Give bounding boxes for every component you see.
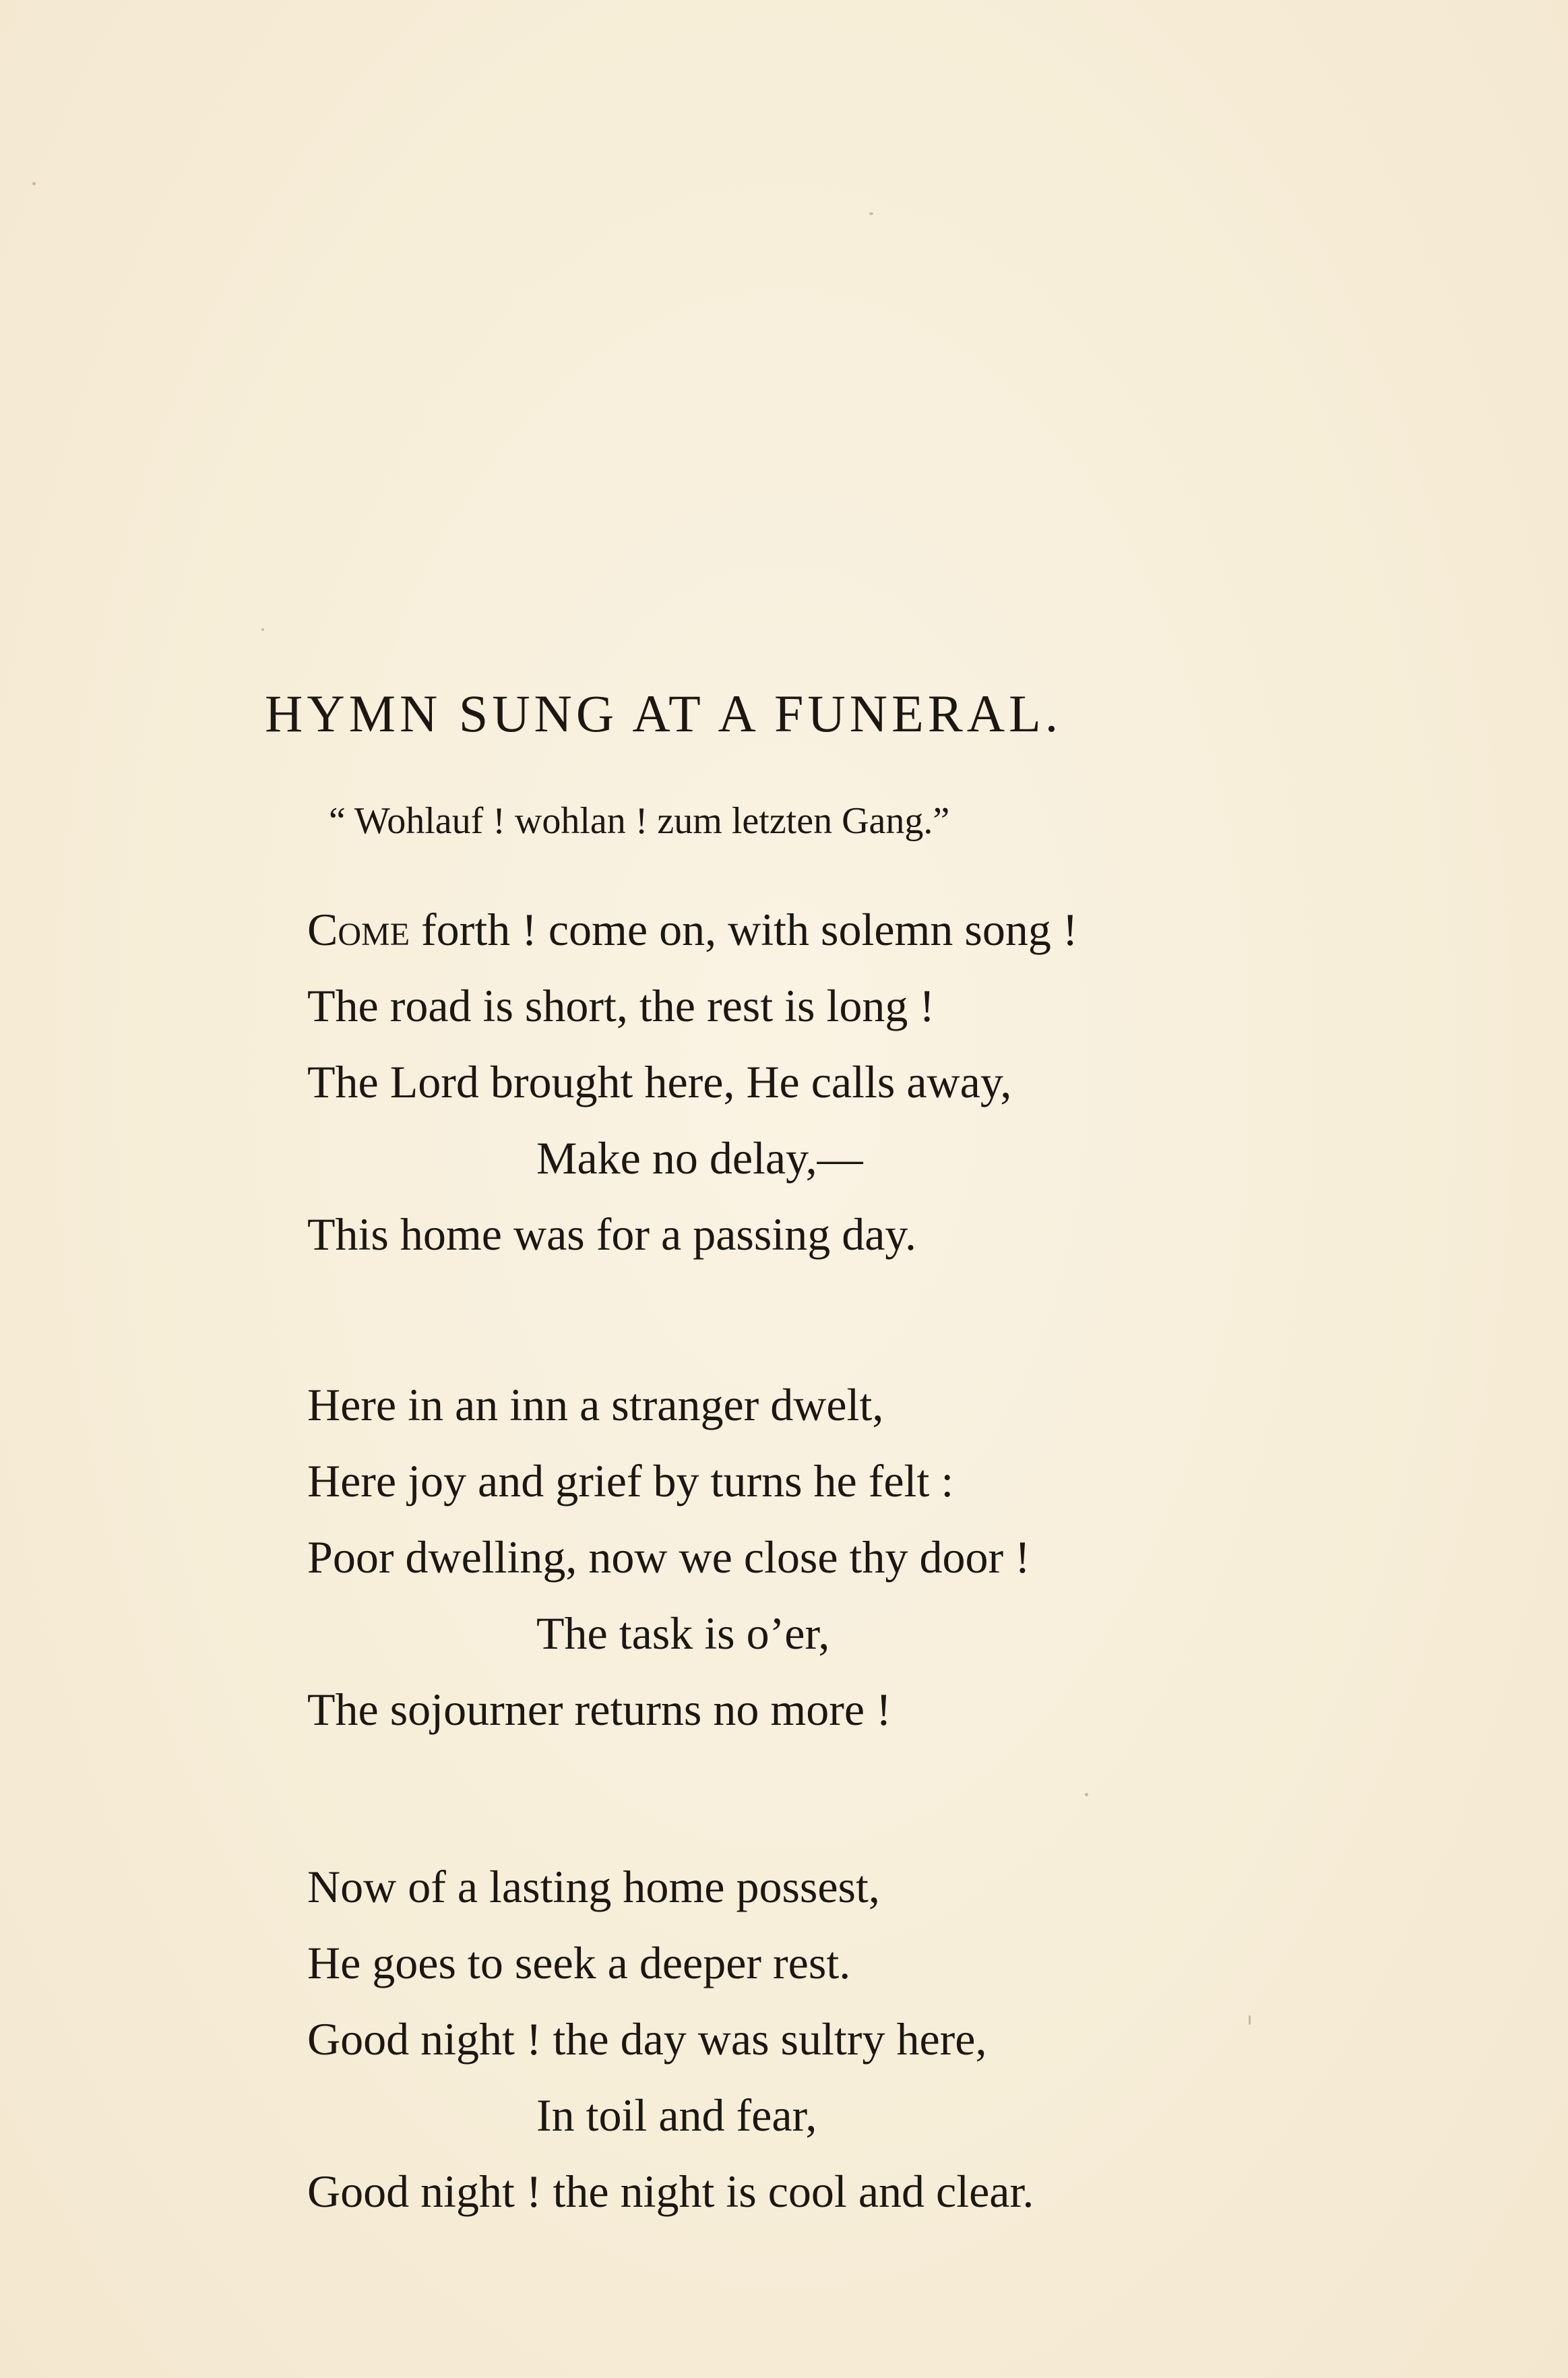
stanza-2 bbox=[307, 1379, 1030, 1763]
paper-speck bbox=[261, 628, 264, 631]
verse-line: Good night ! the day was sultry here, bbox=[307, 2013, 987, 2065]
small-caps-opening-word: Come bbox=[307, 904, 410, 955]
verse-line-indented: In toil and fear, bbox=[536, 2090, 817, 2141]
verse-line bbox=[307, 904, 1078, 983]
paper-speck bbox=[869, 212, 873, 215]
verse-line: Poor dwelling, now we close thy door ! bbox=[307, 1531, 1030, 1583]
paper-speck bbox=[32, 182, 36, 185]
verse-line: Now of a lasting home possest, bbox=[307, 1861, 880, 1912]
verse-line: He goes to seek a deeper rest. bbox=[307, 1937, 851, 1988]
paper-speck bbox=[1085, 1793, 1088, 1796]
verse-line: This home was for a passing day. bbox=[307, 1209, 916, 1260]
paper-speck bbox=[1249, 2015, 1251, 2025]
verse-line-indented: Make no delay,— bbox=[536, 1132, 863, 1184]
verse-line: Good night ! the night is cool and clear. bbox=[307, 2166, 1034, 2217]
verse-line: The road is short, the rest is long ! bbox=[307, 980, 935, 1031]
verse-line-rest: forth ! come on, with solemn song ! bbox=[410, 904, 1078, 955]
verse-line: The Lord brought here, He calls away, bbox=[307, 1056, 1012, 1107]
verse-line: Here joy and grief by turns he felt : bbox=[307, 1455, 954, 1506]
epigraph: “ Wohlauf ! wohlan ! zum letzten Gang.” bbox=[329, 800, 950, 842]
poem-title: HYMN SUNG AT A FUNERAL. bbox=[265, 684, 1063, 743]
verse-line-indented: The task is o’er, bbox=[536, 1608, 830, 1659]
verse-line: The sojourner returns no more ! bbox=[307, 1684, 891, 1735]
stanza-3 bbox=[307, 1861, 1034, 2245]
stanza-1 bbox=[307, 904, 1078, 1287]
verse-line: Here in an inn a stranger dwelt, bbox=[307, 1379, 884, 1430]
